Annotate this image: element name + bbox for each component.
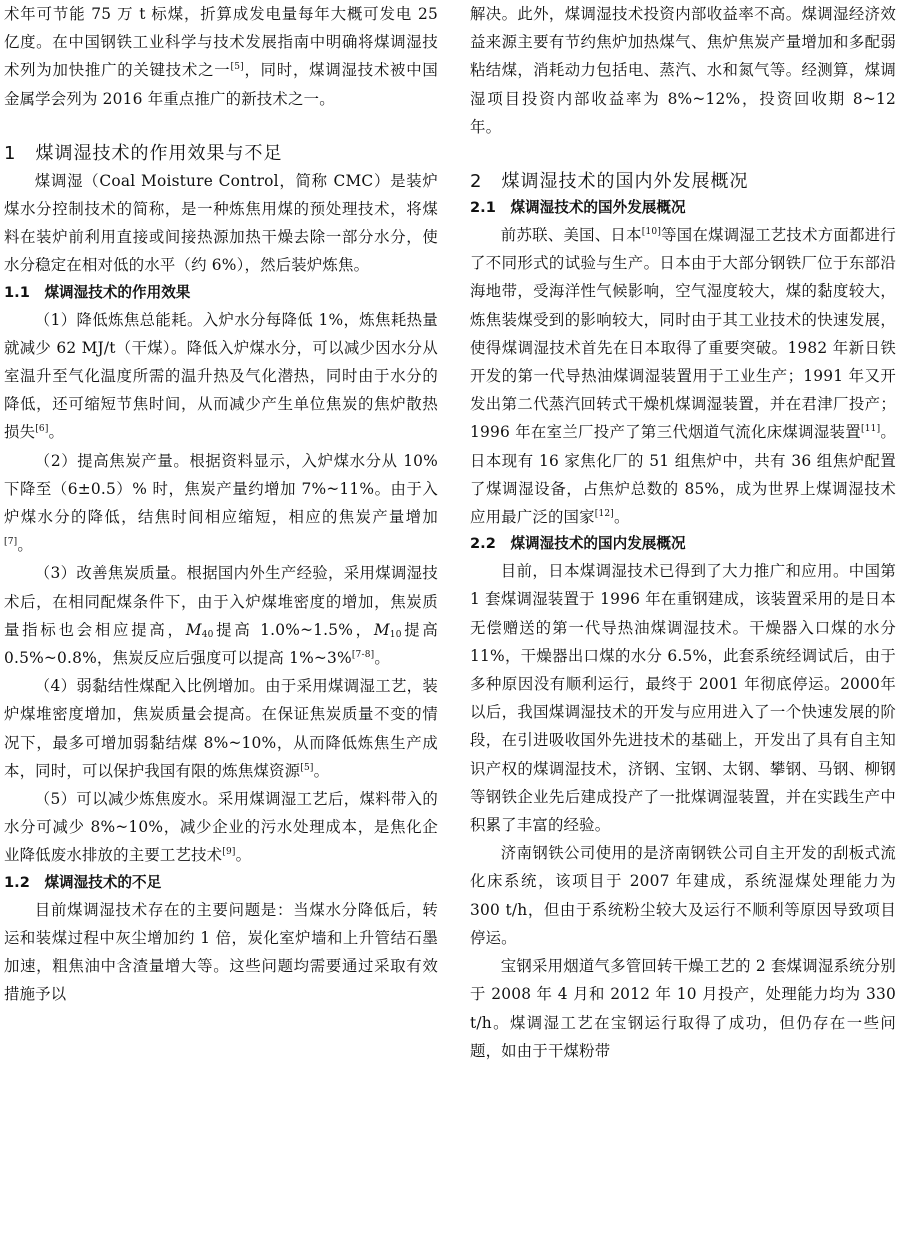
effect-item-3: （3）改善焦炭质量。根据国内外生产经验，采用煤调湿技术后，在相同配煤条件下，由于入炉煤堆密度的增加，焦炭质量指标也会相应提高，$M_{40}$提高 1.0%~1.5%，$M_{10}$提高 0.5%~0.8%，焦炭反应后强度可以提高 1%~3%[7-8]。	[4, 564, 438, 668]
citation: [12]	[594, 509, 615, 520]
section-heading-2: 2 煤调湿技术的国内外发展概况	[470, 171, 749, 193]
citation: [5]	[230, 62, 244, 73]
spacer	[4, 113, 438, 141]
subsection-heading-1-1: 1.1 煤调湿技术的作用效果	[4, 283, 191, 301]
citation: [9]	[222, 847, 236, 858]
citation: [5]	[300, 762, 314, 773]
intro-paragraph-continued: 术年可节能 75 万 t 标煤，折算成发电量每年大概可发电 25 亿度。在中国钢铁工业科学与技术发展指南中明确将煤调湿技术列为加快推广的关键技术之一[5]，同时，煤调湿技术被中国金属学会列为 2016 年重点推广的新技术之一。	[4, 5, 438, 108]
citation: [10]	[641, 227, 662, 238]
subsection-heading-2-2: 2.2 煤调湿技术的国内发展概况	[470, 535, 686, 553]
citation: [7]	[4, 537, 18, 548]
baosteel-paragraph: 宝钢采用烟道气多管回转干燥工艺的 2 套煤调湿系统分别于 2008 年 4 月和 2012 年 10 月投产，处理能力均为 330 t/h。煤调湿工艺在宝钢运行取得了成功，但仍存在一些问题，如由于干煤粉带	[470, 957, 896, 1060]
citation: [6]	[35, 424, 49, 435]
shortcomings-paragraph-continued: 解决。此外，煤调湿技术投资内部收益率不高。煤调湿经济效益来源主要有节约焦炉加热煤气、焦炉焦炭产量增加和多配弱粘结煤，消耗动力包括电、蒸汽、水和氮气等。经测算，煤调湿项目投资内部收益率为 8%~12%，投资回收期 8~12 年。	[470, 5, 896, 136]
section-1-paragraph: 煤调湿（Coal Moisture Control，简称 CMC）是装炉煤水分控制技术的简称，是一种炼焦用煤的预处理技术，将煤料在装炉前利用直接或间接热源加热干燥去除一部分水分，使水分稳定在相对低的水平（约 6%），然后装炉炼焦。	[4, 171, 438, 275]
effect-item-4: （4）弱黏结性煤配入比例增加。由于采用煤调湿工艺，装炉煤堆密度增加，焦炭质量会提高。在保证焦炭质量不变的情况下，最多可增加弱黏结煤 8%~10%，从而降低炼焦生产成本，同时，可以保护我国有限的炼焦煤资源[5]。	[4, 677, 438, 780]
effect-item-1: （1）降低炼焦总能耗。入炉水分每降低 1%，炼焦耗热量就减少 62 MJ/t（干煤）。降低入炉煤水分，可以减少因水分从室温升至气化温度所需的温升热及气化潜热，同时由于水分的降低，还可缩短节焦时间，从而减少产生单位焦炭的焦炉散热损失[6]。	[4, 310, 438, 442]
citation: [11]	[861, 424, 881, 435]
section-heading-1: 1 煤调湿技术的作用效果与不足	[4, 142, 283, 164]
overseas-development-paragraph: 前苏联、美国、日本[10]等国在煤调湿工艺技术方面都进行了不同形式的试验与生产。日本由于大部分钢铁厂位于东部沿海地带，受海洋性气候影响，空气湿度较大，煤的黏度较大，炼焦装煤受到的影响较大，同时由于其工业技术的快速发展，使得煤调湿技术首先在日本取得了重要突破。1982 年新日铁开发的第一代导热油煤调湿装置用于工业生产；1991 年又开发出第二代蒸汽回转式干燥机煤调湿装置，并在君津厂投产；1996 年在室兰厂投产了第三代烟道气流化床煤调湿装置[11]。日本现有 16 家焦化厂的 51 组焦炉中，共有 36 组焦炉配置了煤调湿设备，占焦炉总数的 85%，成为世界上煤调湿技术应用最广泛的国家[12]。	[470, 226, 896, 527]
right-column	[470, 0, 896, 1065]
shortcomings-paragraph: 目前煤调湿技术存在的主要问题是：当煤水分降低后，转运和装煤过程中灰尘增加约 1 倍，炭化室炉墙和上升管结石墨加速，粗焦油中含渣量增大等。这些问题均需要通过采取有效措施予以	[4, 900, 438, 1004]
subsection-heading-1-2: 1.2 煤调湿技术的不足	[4, 873, 162, 891]
spacer	[470, 141, 896, 169]
domestic-development-paragraph: 目前，日本煤调湿技术已得到了大力推广和应用。中国第 1 套煤调湿装置于 1996 年在重钢建成，该装置采用的是日本无偿赠送的第一代导热油煤调湿技术。干燥器入口煤的水分 11%，干燥器出口煤的水分 6.5%，此套系统经调试后，由于多种原因没有顺利运行，最终于 2001 年彻底停运。2000年以后，我国煤调湿技术的开发与应用进入了一个快速发展的阶段，在引进吸收国外先进技术的基础上，开发出了具有自主知识产权的煤调湿技术，济钢、宝钢、太钢、攀钢、马钢、柳钢等钢铁企业先后建成投产了一批煤调湿装置，并在实践生产中积累了丰富的经验。	[470, 562, 896, 835]
effect-item-2: （2）提高焦炭产量。根据资料显示，入炉煤水分从 10% 下降至（6±0.5）% 时，焦炭产量约增加 7%~11%。由于入炉煤水分的降低，结焦时间相应缩短，相应的焦炭产量增加[7]。	[4, 451, 438, 555]
citation: [7-8]	[351, 650, 375, 661]
effect-item-5: （5）可以减少炼焦废水。采用煤调湿工艺后，煤料带入的水分可减少 8%~10%，减少企业的污水处理成本，是焦化企业降低废水排放的主要工艺技术[9]。	[4, 790, 438, 865]
subsection-heading-2-1: 2.1 煤调湿技术的国外发展概况	[470, 199, 686, 217]
jinan-steel-paragraph: 济南钢铁公司使用的是济南钢铁公司自主开发的刮板式流化床系统，该项目于 2007 年建成，系统湿煤处理能力为 300 t/h，但由于系统粉尘较大及运行不顺利等原因导致项目停运。	[470, 844, 896, 947]
left-column	[4, 0, 438, 1009]
